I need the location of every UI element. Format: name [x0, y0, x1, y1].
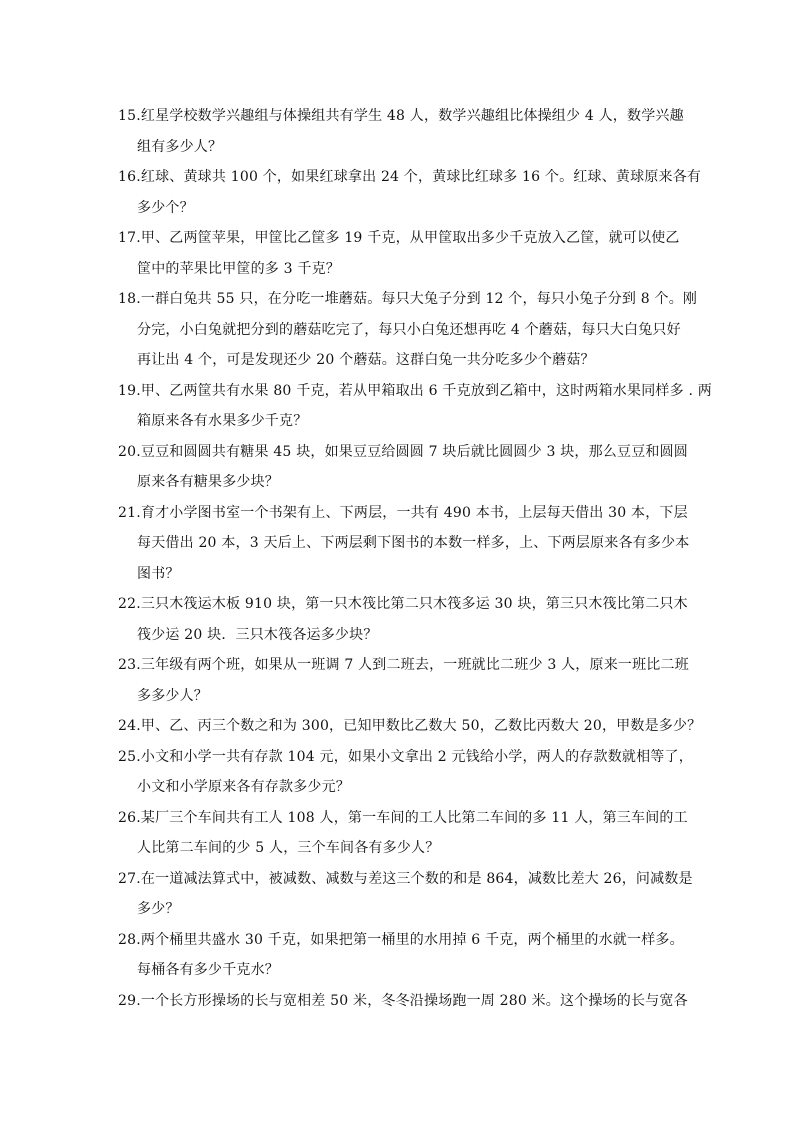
problem-text: 育才小学图书室一个书架有上、下两层，一共有 490 本书，上层每天借出 30 本，下层 [140, 504, 688, 521]
problem-number: 15. [118, 108, 141, 124]
problem-line [118, 620, 688, 651]
problem-text: 组有多少人？ [137, 138, 223, 155]
problem-line [118, 132, 688, 163]
problem-line [118, 894, 688, 925]
problem-item [118, 925, 688, 986]
problem-text: 图书？ [137, 565, 180, 582]
problem-line [118, 498, 688, 529]
problem-line [118, 437, 688, 468]
problem-number: 27. [118, 870, 141, 887]
problem-line [118, 711, 702, 742]
problem-text: 甲、乙、丙三个数之和为 300，已知甲数比乙数大 50，乙数比丙数大 20，甲数是多少？ [140, 718, 702, 734]
problem-item [118, 498, 688, 590]
problem-number: 24. [118, 718, 141, 734]
problem-list [118, 101, 712, 1016]
problem-number: 22. [118, 596, 141, 612]
problem-item [118, 864, 693, 925]
problem-item [118, 742, 693, 803]
problem-line [118, 101, 688, 132]
problem-line [118, 833, 688, 864]
problem-number: 26. [118, 809, 141, 826]
problem-line [118, 803, 688, 834]
problem-item [118, 376, 712, 437]
problem-number: 16. [118, 169, 141, 185]
problem-text: 小文和小学原来各有存款多少元？ [137, 779, 350, 795]
problem-item [118, 101, 688, 162]
problem-text: 豆豆和圆圆共有糖果 45 块，如果豆豆给圆圆 7 块后就比圆圆少 3 块，那么豆豆和圆圆 [140, 443, 689, 460]
problem-item [118, 711, 702, 742]
problem-line [118, 742, 693, 773]
problem-line [118, 955, 688, 986]
problem-line [118, 559, 688, 590]
problem-line [118, 589, 688, 620]
problem-line [118, 467, 688, 498]
problem-text: 三只木筏运木板 910 块，第一只木筏比第二只木筏多运 30 块，第三只木筏比第二只木 [140, 596, 688, 612]
problem-line [118, 223, 688, 254]
problem-item [118, 650, 688, 711]
problem-text: 多少个？ [137, 199, 194, 216]
problem-number: 18. [118, 291, 141, 307]
problem-text: 多少？ [137, 901, 180, 917]
problem-line [118, 528, 688, 559]
problem-line [118, 925, 688, 956]
problem-item [118, 589, 688, 650]
problem-text: 某厂三个车间共有工人 108 人，第一车间的工人比第二车间的多 11 人，第三车间的工 [140, 809, 688, 826]
problem-text: 再让出 4 个，可是发现还少 20 个蘑菇。这群白兔一共分吃多少个蘑菇？ [137, 352, 595, 368]
problem-item [118, 437, 688, 498]
problem-item [118, 162, 702, 223]
problem-text: 每天借出 20 本，3 天后上、下两层剩下图书的本数一样多，上、下两层原来各有多少本 [137, 535, 690, 551]
problem-text: 每桶各有多少千克水？ [137, 962, 279, 978]
problem-line [118, 650, 688, 681]
problem-number: 23. [118, 657, 141, 673]
problem-number: 19. [118, 382, 141, 399]
problem-text: 原来各有糖果多少块？ [137, 474, 279, 490]
problem-text: 两个桶里共盛水 30 千克，如果把第一桶里的水用掉 6 千克，两个桶里的水就一样多。 [140, 931, 684, 948]
problem-number: 20. [118, 443, 141, 460]
problem-item [118, 284, 698, 376]
problem-text: 小文和小学一共有存款 104 元，如果小文拿出 2 元钱给小学，两人的存款数就相等了， [140, 748, 693, 765]
problem-text: 一个长方形操场的长与宽相差 50 米，冬冬沿操场跑一周 280 米。这个操场的长与宽各 [140, 992, 688, 1009]
problem-line [118, 864, 693, 895]
problem-line [118, 772, 688, 803]
problem-line [118, 315, 688, 346]
problem-text: 多多少人？ [137, 687, 208, 704]
problem-text: 筏少运 20 块．三只木筏各运多少块？ [137, 626, 378, 643]
problem-number: 25. [118, 748, 141, 765]
problem-text: 分完，小白兔就把分到的蘑菇吃完了，每只小白兔还想再吃 4 个蘑菇，每只大白兔只好 [137, 321, 681, 338]
problem-item [118, 986, 688, 1017]
problem-item [118, 223, 688, 284]
problem-line [118, 345, 688, 376]
problem-text: 一群白兔共 55 只，在分吃一堆蘑菇。每只大兔子分到 12 个，每只小兔子分到 8 个。刚 [140, 291, 698, 307]
problem-number: 21. [118, 504, 141, 521]
problem-text: 三年级有两个班，如果从一班调 7 人到二班去，一班就比二班少 3 人，原来一班比二班 [140, 657, 689, 673]
problem-number: 17. [118, 230, 141, 246]
problem-text: 红星学校数学兴趣组与体操组共有学生 48 人，数学兴趣组比体操组少 4 人，数学兴趣 [140, 108, 684, 124]
problem-line [118, 376, 712, 407]
problem-text: 红球、黄球共 100 个，如果红球拿出 24 个，黄球比红球多 16 个。红球、黄球原来各有 [140, 169, 702, 185]
problem-number: 28. [118, 931, 141, 948]
problem-text: 甲、乙两筐苹果，甲筐比乙筐多 19 千克，从甲筐取出多少千克放入乙筐，就可以使乙 [140, 230, 680, 246]
problem-text: 甲、乙两筐共有水果 80 千克，若从甲箱取出 6 千克放到乙箱中，这时两箱水果同样多 . 两 [140, 382, 712, 399]
problem-line [118, 681, 688, 712]
problem-text: 人比第二车间的少 5 人，三个车间各有多少人？ [137, 840, 440, 856]
problem-number: 29. [118, 992, 141, 1009]
problem-text: 箱原来各有水果多少千克？ [137, 413, 308, 429]
problem-text: 在一道减法算式中，被减数、减数与差这三个数的和是 864，减数比差大 26，问减数是 [140, 870, 693, 887]
problem-line [118, 284, 698, 315]
problem-line [118, 986, 688, 1017]
problem-line [118, 254, 688, 285]
problem-item [118, 803, 688, 864]
problem-line [118, 162, 702, 193]
problem-line [118, 193, 688, 224]
problem-text: 筐中的苹果比甲筐的多 3 千克？ [137, 260, 341, 277]
problem-line [118, 406, 688, 437]
